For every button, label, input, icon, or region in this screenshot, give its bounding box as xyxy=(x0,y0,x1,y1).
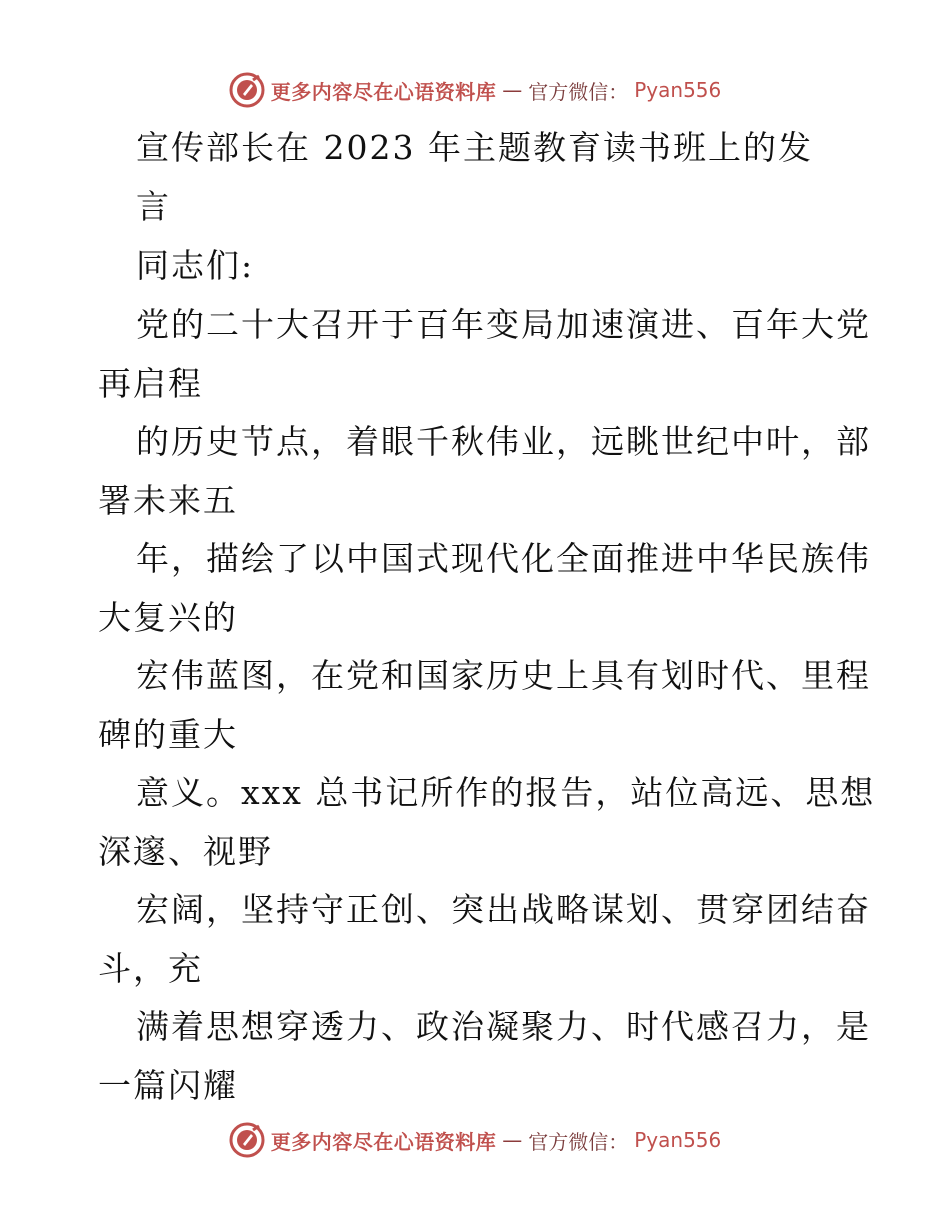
paragraph-line: 党的二十大召开于百年变局加速演进、百年大党 xyxy=(136,305,871,344)
watermark-main-text: 更多内容尽在心语资料库 xyxy=(270,79,497,104)
paragraph-line: 宏阔，坚持守正创、突出战略谋划、贯穿团结奋 xyxy=(136,890,871,929)
watermark-wechat-label: 官方微信： xyxy=(528,1129,629,1154)
paragraph-line: 的历史节点，着眼千秋伟业，远眺世纪中叶，部 xyxy=(136,422,871,461)
document-title-line-2: 言 xyxy=(136,187,171,226)
watermark-wechat-label: 官方微信： xyxy=(528,79,629,104)
document-title-line-1: 宣传部长在 2023 年主题教育读书班上的发 xyxy=(136,128,813,167)
watermark-separator: — xyxy=(502,78,523,102)
paragraph-line: 署未来五 xyxy=(98,481,238,520)
paragraph-line: 大复兴的 xyxy=(98,598,238,637)
pen-nib-logo-icon xyxy=(229,1122,265,1158)
paragraph-line: 碑的重大 xyxy=(98,715,238,754)
paragraph-line: 斗，充 xyxy=(98,949,203,988)
paragraph-line: 再启程 xyxy=(98,364,203,403)
paragraph-line: 一篇闪耀 xyxy=(98,1066,238,1105)
salutation: 同志们: xyxy=(136,246,255,285)
paragraph-line: 意义。xxx 总书记所作的报告，站位高远、思想 xyxy=(136,773,876,812)
paragraph-line: 深邃、视野 xyxy=(98,832,273,871)
watermark-wechat-id: Pyan556 xyxy=(634,78,722,102)
watermark-separator: — xyxy=(502,1128,523,1152)
watermark-banner-bottom xyxy=(0,1120,950,1160)
watermark-wechat-id: Pyan556 xyxy=(634,1128,722,1152)
watermark-main-text: 更多内容尽在心语资料库 xyxy=(270,1129,497,1154)
paragraph-line: 年，描绘了以中国式现代化全面推进中华民族伟 xyxy=(136,539,871,578)
paragraph-line: 满着思想穿透力、政治凝聚力、时代感召力，是 xyxy=(136,1007,871,1046)
paragraph-line: 宏伟蓝图，在党和国家历史上具有划时代、里程 xyxy=(136,656,871,695)
